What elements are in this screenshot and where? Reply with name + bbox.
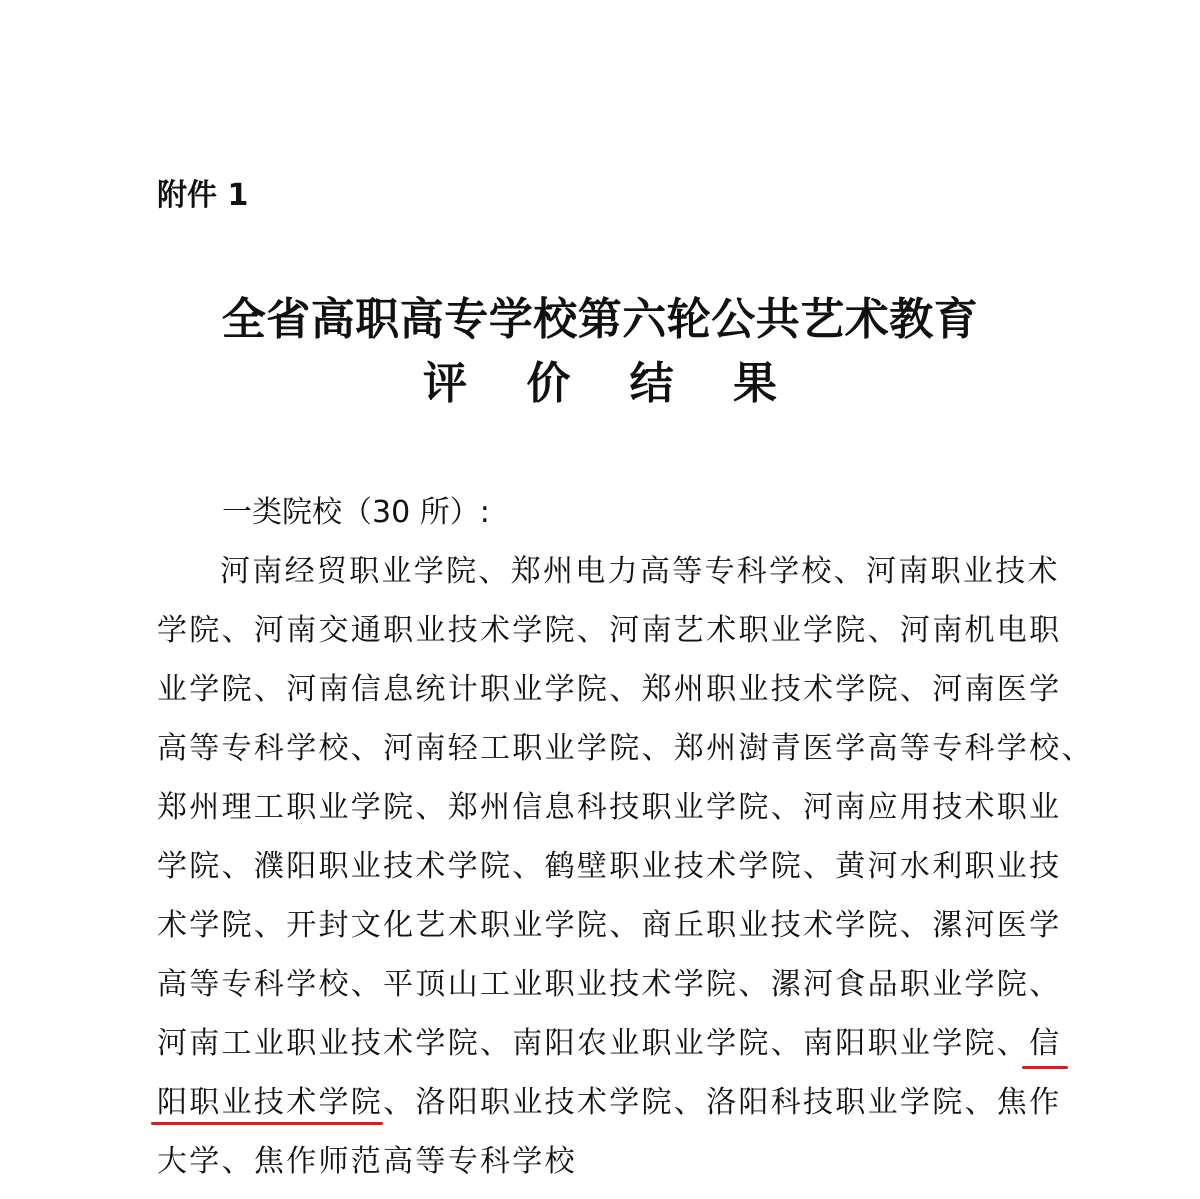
red-underline-mark bbox=[151, 1122, 383, 1125]
body-line: 学院、河南交通职业技术学院、河南艺术职业学院、河南机电职 bbox=[157, 613, 1062, 648]
body-line: 河南工业职业技术学院、南阳农业职业学院、南阳职业学院、信 bbox=[157, 1026, 1062, 1061]
body-line: 大学、焦作师范高等专科学校 bbox=[157, 1144, 577, 1179]
red-underline-mark bbox=[1022, 1066, 1068, 1069]
body-line: 术学院、开封文化艺术职业学院、商丘职业技术学院、漯河医学 bbox=[157, 908, 1062, 943]
body-line: 学院、濮阳职业技术学院、鹤壁职业技术学院、黄河水利职业技 bbox=[157, 849, 1062, 884]
document-title-line-1: 全省高职高专学校第六轮公共艺术教育 bbox=[221, 294, 979, 345]
body-line: 阳职业技术学院、洛阳职业技术学院、洛阳科技职业学院、焦作 bbox=[157, 1085, 1062, 1120]
attachment-label: 附件 1 bbox=[157, 178, 249, 213]
body-line: 高等专科学校、河南轻工职业学院、郑州澍青医学高等专科学校、 bbox=[157, 731, 1094, 766]
body-line: 高等专科学校、平顶山工业职业技术学院、漯河食品职业学院、 bbox=[157, 967, 1062, 1002]
body-line: 河南经贸职业学院、郑州电力高等专科学校、河南职业技术 bbox=[220, 554, 1060, 589]
document-title-line-2: 评 价 结 果 bbox=[423, 358, 799, 409]
body-line: 业学院、河南信息统计职业学院、郑州职业技术学院、河南医学 bbox=[157, 672, 1062, 707]
section-heading: 一类院校（30 所）: bbox=[222, 495, 490, 530]
body-line: 郑州理工职业学院、郑州信息科技职业学院、河南应用技术职业 bbox=[157, 790, 1062, 825]
